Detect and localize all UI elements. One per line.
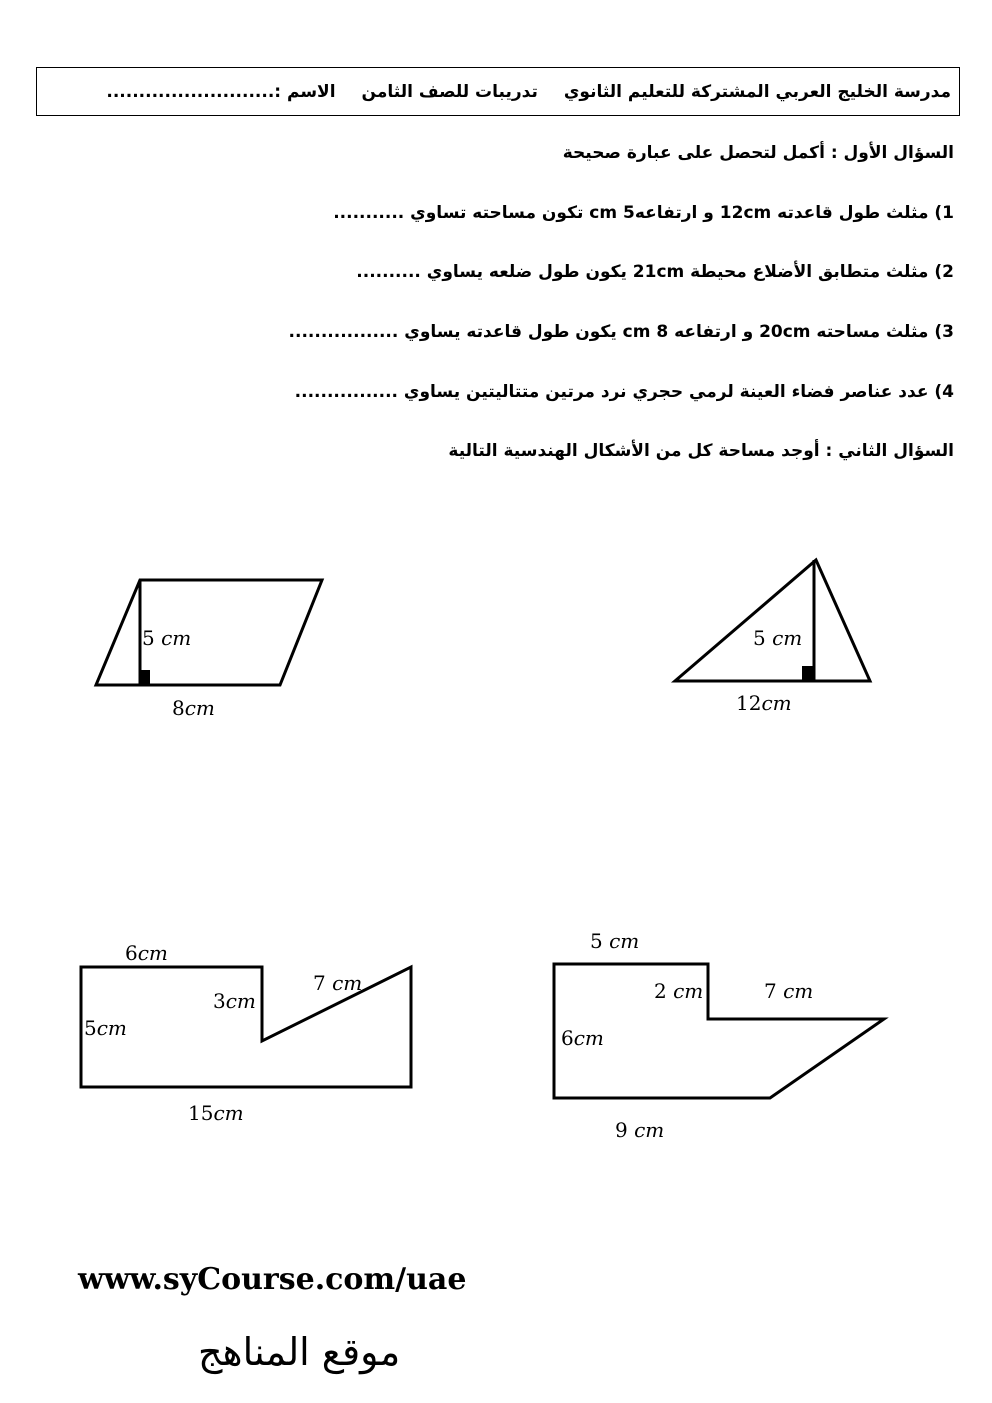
- triangle-base-label: 12cm: [736, 691, 792, 715]
- composite-shape-left-outline: [81, 967, 411, 1087]
- subject-title: تدريبات للصف الثامن: [361, 81, 538, 102]
- composite-shape-right-outline: [554, 964, 884, 1098]
- right-angle-marker: [140, 670, 150, 685]
- website-url[interactable]: www.syCourse.com/uae: [78, 1262, 467, 1297]
- site-name-arabic: موقع المناهج: [198, 1330, 401, 1374]
- triangle-shape: [675, 560, 870, 681]
- composite-right-left-label: 6cm: [561, 1026, 604, 1050]
- question1-title: السؤال الأول : أكمل لتحصل على عبارة صحيحة: [562, 143, 954, 163]
- composite-left-slant-label: 7 cm: [313, 971, 363, 995]
- parallelogram-figure: [96, 580, 322, 720]
- right-angle-marker: [802, 666, 814, 681]
- composite-shape-left: [81, 941, 411, 1125]
- composite-left-step-label: 3cm: [213, 989, 256, 1013]
- question1-item-3: 3) مثلث مساحته 20cm و ارتفاعه 8 cm يكون طول قاعدته يساوي .................: [288, 322, 954, 342]
- question1-item-2: 2) مثلث متطابق الأضلاع محيطة 21cm يكون طول ضلعه يساوي ..........: [356, 262, 954, 282]
- parallelogram-base-label: 8cm: [172, 696, 215, 720]
- composite-right-bottom-label: 9 cm: [615, 1118, 665, 1142]
- composite-right-step-label: 2 cm: [654, 979, 704, 1003]
- student-name-field[interactable]: الاسم :..........................: [106, 81, 336, 102]
- header-box: [36, 67, 960, 116]
- composite-right-top-label: 5 cm: [590, 929, 640, 953]
- composite-left-bottom-label: 15cm: [188, 1101, 244, 1125]
- school-name: مدرسة الخليج العربي المشتركة للتعليم الثانوي: [563, 81, 951, 102]
- parallelogram-height-label: 5 cm: [142, 626, 192, 650]
- triangle-figure: [675, 560, 870, 715]
- question1-item-4: 4) عدد عناصر فضاء العينة لرمي حجري نرد مرتين متتاليتين يساوي ................: [294, 382, 954, 402]
- composite-shape-right: [554, 929, 884, 1142]
- parallelogram-shape: [96, 580, 322, 685]
- composite-left-side-label: 5cm: [84, 1016, 127, 1040]
- composite-right-side-label: 7 cm: [764, 979, 814, 1003]
- question2-title: السؤال الثاني : أوجد مساحة كل من الأشكال الهندسية التالية: [448, 441, 954, 461]
- triangle-height-label: 5 cm: [753, 626, 803, 650]
- question1-item-1: 1) مثلث طول قاعدته 12cm و ارتفاعه5 cm تكون مساحته تساوي ...........: [333, 203, 954, 223]
- composite-left-top-label: 6cm: [125, 941, 168, 965]
